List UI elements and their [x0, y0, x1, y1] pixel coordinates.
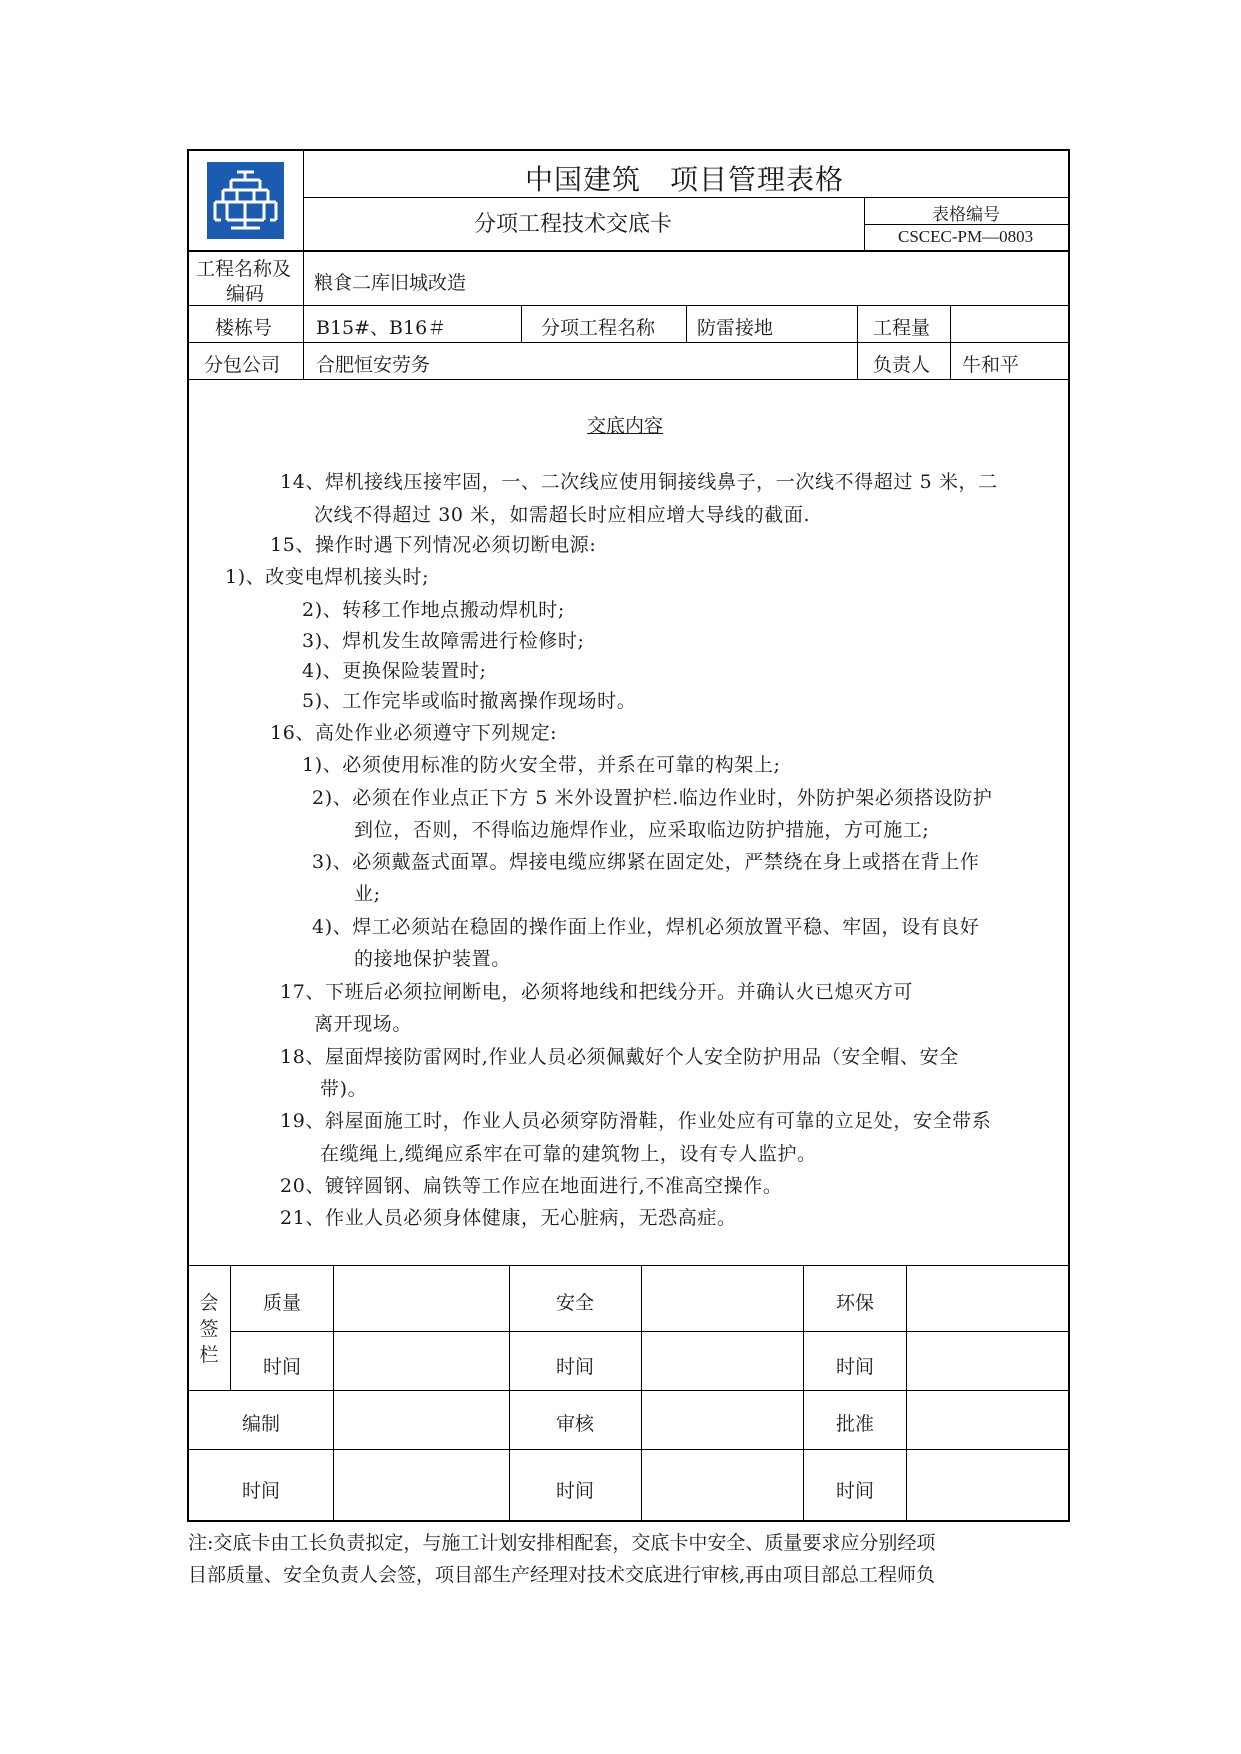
content-line: 带)。 [320, 1078, 368, 1100]
building-label: 楼栋号 [215, 317, 273, 339]
content-line: 5)、工作完毕或临时撤离操作现场时。 [302, 690, 637, 712]
approve-label: 批准 [836, 1413, 875, 1435]
cscec-logo-icon [207, 162, 284, 239]
header-bottom [187, 250, 1070, 252]
info-row-line-2 [187, 342, 1070, 343]
info-label-divider [303, 251, 304, 379]
form-no-label: 表格编号 [932, 205, 1000, 225]
content-line: 的接地保护装置。 [354, 948, 511, 970]
signoff-line-4 [187, 1449, 1070, 1450]
content-line: 18、屋面焊接防雷网时,作业人员必须佩戴好个人安全防护用品（安全帽、安全 [280, 1046, 959, 1068]
content-line: 1)、改变电焊机接头时; [225, 566, 430, 588]
project-label-2: 编码 [226, 283, 265, 305]
content-line: 业; [354, 883, 381, 905]
signoff-col-5 [906, 1265, 907, 1522]
time-label-env: 时间 [836, 1356, 875, 1378]
person-value: 牛和平 [962, 354, 1020, 376]
info-row-line-3 [187, 379, 1070, 380]
content-line: 3)、焊机发生故障需进行检修时; [302, 630, 585, 652]
time-label-compile: 时间 [242, 1480, 281, 1502]
footnote-line-1: 注:交底卡由工长负责拟定，与施工计划安排相配套，交底卡中安全、质量要求应分别经项 [188, 1532, 936, 1554]
signoff-group-divider [230, 1265, 231, 1390]
footnote-line-2: 目部质量、安全负责人会签，项目部生产经理对技术交底进行审核,再由项目部总工程师负 [188, 1564, 936, 1586]
subitem-value: 防雷接地 [697, 317, 774, 339]
building-value: B15#、B16＃ [316, 317, 447, 339]
form-no: CSCEC-PM—0803 [898, 227, 1034, 246]
content-heading: 交底内容 [587, 415, 664, 437]
quantity-label: 工程量 [873, 317, 931, 339]
content-line: 1)、必须使用标准的防火安全带，并系在可靠的构架上; [302, 754, 781, 776]
compile-label: 编制 [242, 1413, 281, 1435]
info-row-line-1 [187, 305, 1070, 306]
signoff-mid [230, 1331, 1070, 1332]
form-title: 分项工程技术交底卡 [474, 212, 673, 237]
review-label: 审核 [556, 1413, 595, 1435]
signoff-col-3 [641, 1265, 642, 1522]
info-col-divider-2 [686, 305, 687, 342]
quality-label: 质量 [263, 1292, 302, 1314]
time-label-review: 时间 [556, 1480, 595, 1502]
signoff-line-3 [187, 1390, 1070, 1391]
content-line: 在缆绳上,缆绳应系牢在可靠的建筑物上，设有专人监护。 [320, 1143, 817, 1165]
project-label-1: 工程名称及 [196, 258, 292, 280]
subcontractor-label: 分包公司 [204, 354, 281, 376]
content-line: 到位，否则，不得临边施焊作业，应采取临边防护措施，方可施工; [354, 819, 930, 841]
content-line: 4)、焊工必须站在稳固的操作面上作业，焊机必须放置平稳、牢固，设有良好 [312, 916, 980, 938]
logo-divider [303, 149, 304, 251]
signoff-col-1 [333, 1265, 334, 1522]
content-line: 4)、更换保险装置时; [302, 660, 487, 682]
content-line: 19、斜屋面施工时，作业人员必须穿防滑鞋，作业处应有可靠的立足处，安全带系 [280, 1110, 992, 1132]
person-label: 负责人 [873, 354, 931, 376]
content-line: 2)、必须在作业点正下方 5 米外设置护栏.临边作业时，外防护架必须搭设防护 [312, 787, 993, 809]
content-line: 离开现场。 [314, 1013, 413, 1035]
content-line: 15、操作时遇下列情况必须切断电源: [270, 534, 597, 556]
content-line: 20、镀锌圆钢、扁铁等工作应在地面进行,不准高空操作。 [280, 1175, 783, 1197]
safety-label: 安全 [556, 1292, 595, 1314]
time-label-safety: 时间 [556, 1356, 595, 1378]
time-label-quality: 时间 [263, 1356, 302, 1378]
company-title: 中国建筑 项目管理表格 [525, 163, 845, 196]
content-line: 14、焊机接线压接牢固，一、二次线应使用铜接线鼻子，一次线不得超过 5 米，二 [280, 471, 998, 493]
signoff-col-2 [509, 1265, 510, 1522]
signoff-group-label: 会签栏 [199, 1292, 219, 1366]
info-col-divider-4 [950, 305, 951, 379]
subitem-label: 分项工程名称 [541, 317, 656, 339]
content-line: 3)、必须戴盔式面罩。焊接电缆应绑紧在固定处，严禁绕在身上或搭在背上作 [312, 851, 980, 873]
cscec-logo [207, 162, 284, 239]
content-line: 次线不得超过 30 米，如需超长时应相应增大导线的截面. [314, 504, 811, 526]
info-col-divider-3 [857, 305, 858, 379]
info-col-divider-1 [521, 305, 522, 342]
content-line: 17、下班后必须拉闸断电，必须将地线和把线分开。并确认火已熄灭方可 [280, 981, 913, 1003]
env-label: 环保 [836, 1292, 875, 1314]
signoff-top [187, 1265, 1070, 1266]
project-value: 粮食二库旧城改造 [314, 272, 467, 294]
time-label-approve: 时间 [836, 1480, 875, 1502]
content-line: 21、作业人员必须身体健康，无心脏病，无恐高症。 [280, 1207, 737, 1229]
content-line: 2)、转移工作地点搬动焊机时; [302, 599, 565, 621]
subcontractor-value: 合肥恒安劳务 [316, 354, 431, 376]
signoff-col-4 [803, 1265, 804, 1522]
content-line: 16、高处作业必须遵守下列规定: [270, 722, 558, 744]
